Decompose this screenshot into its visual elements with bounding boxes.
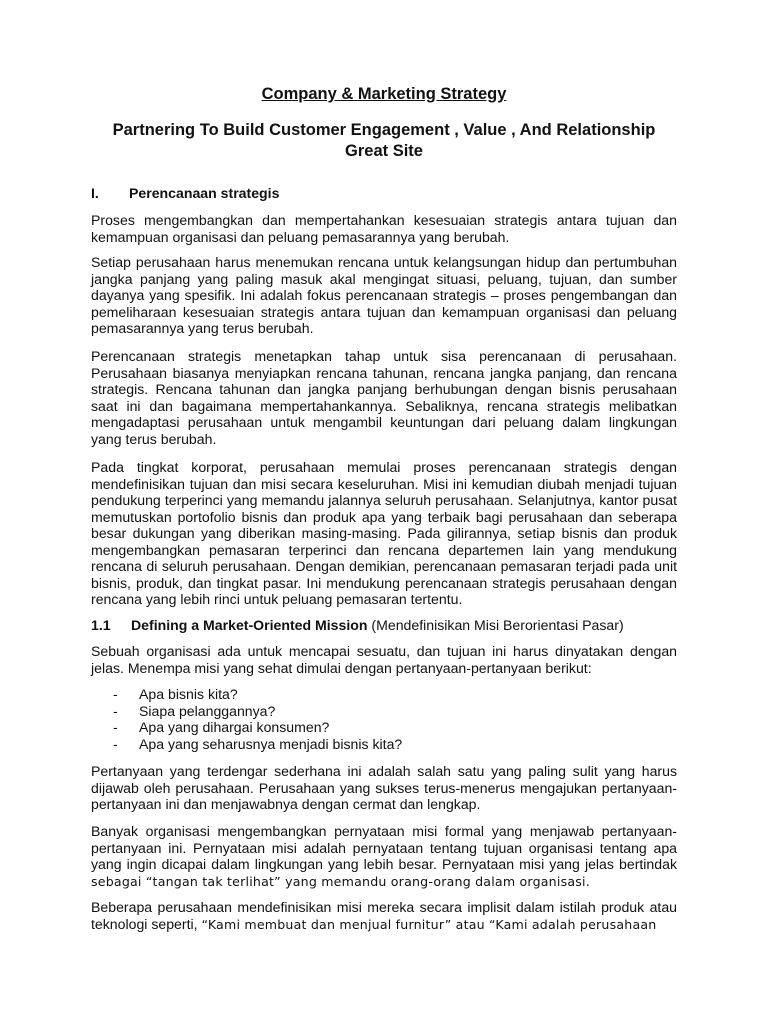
paragraph-8 <box>91 899 677 933</box>
subsection-title: Defining a Market-Oriented Mission <box>131 617 368 633</box>
paragraph-1: Proses mengembangkan dan mempertahankan kesesuaian strategis antara tujuan dan kemampuan organisasi dan peluang pemasarannya yang berubah. <box>91 212 677 245</box>
paragraph-8-main: Beberapa perusahaan mendefinisikan misi mereka secara implisit dalam istilah produk atau teknologi seperti, <box>91 899 677 932</box>
paragraph-5: Sebuah organisasi ada untuk mencapai sesuatu, dan tujuan ini harus dinyatakan dengan jelas. Menempa misi yang sehat dimulai dengan pertanyaan-pertanyaan berikut: <box>91 643 677 676</box>
paragraph-7 <box>91 823 677 890</box>
list-item: - Siapa pelanggannya? <box>113 702 276 719</box>
list-item: - Apa bisnis kita? <box>113 686 238 702</box>
list-item: - Apa yang dihargai konsumen? <box>113 719 330 735</box>
document-title: Company & Marketing Strategy <box>261 85 507 103</box>
paragraph-2: Setiap perusahaan harus menemukan rencana untuk kelangsungan hidup dan pertumbuhan jangka panjang yang paling masuk akal mengingat situasi, peluang, tujuan, dan sumber dayanya yang spesifik. Ini adalah fokus perencanaan strategis – proses pengembangan dan pemeliharaan kesesuaian strategis antara tujuan dan kemampuan organisasi dan peluang pemasarannya yang terus berubah. <box>91 254 677 336</box>
section-title: Perencanaan strategis <box>129 185 280 201</box>
paragraph-3: Perencanaan strategis menetapkan tahap untuk sisa perencanaan di perusahaan. Perusahaan biasanya menyiapkan rencana tahunan, rencana jangka panjang, dan rencana strategis. Rencana tahunan dan jangka panjang berhubungan dengan bisnis perusahaan saat ini dan bagaimana mempertahankannya. Sebaliknya, rencana strategis melibatkan mengadaptasi perusahaan untuk mengambil keuntungan dari peluang dalam lingkungan yang terus berubah. <box>91 348 677 447</box>
subsection-note: (Mendefinisikan Misi Berorientasi Pasar) <box>371 617 624 633</box>
document-subtitle: Partnering To Build Customer Engagement , Value , And Relationship Great Site <box>112 121 656 160</box>
subsection-heading <box>91 617 677 634</box>
paragraph-8-tail: “Kami membuat dan menjual furnitur” atau “Kami adalah perusahaan <box>201 916 657 932</box>
paragraph-7-tail: sebagai “tangan tak terlihat” yang memandu orang-orang dalam organisasi. <box>91 873 590 889</box>
paragraph-6: Pertanyaan yang terdengar sederhana ini adalah salah satu yang paling sulit yang harus dijawab oleh perusahaan. Perusahaan yang sukses terus-menerus mengajukan pertanyaan-pertanyaan ini dan menjawabnya dengan cermat dan lengkap. <box>91 763 677 812</box>
section-heading <box>91 185 279 202</box>
paragraph-7-main: Banyak organisasi mengembangkan pernyataan misi formal yang menjawab pertanyaan-pertanyaan ini. Pernyataan misi adalah pernyataan tentang tujuan organisasi tentang apa yang ingin dicapai dalam lingkungan yang lebih besar. Pernyataan misi yang jelas bertindak <box>91 823 677 872</box>
paragraph-4: Pada tingkat korporat, perusahaan memulai proses perencanaan strategis dengan mendefinisikan tujuan dan misi secara keseluruhan. Misi ini kemudian diubah menjadi tujuan pendukung terperinci yang memandu jalannya seluruh perusahaan. Selanjutnya, kantor pusat memutuskan portofolio bisnis dan produk apa yang terbaik bagi perusahaan dan seberapa besar dukungan yang diberikan masing-masing. Pada gilirannya, setiap bisnis dan produk mengembangkan pemasaran terperinci dan rencana departemen lain yang mendukung rencana di seluruh perusahaan. Dengan demikian, perencanaan pemasaran terjadi pada unit bisnis, produk, dan tingkat pasar. Ini mendukung perencanaan strategis perusahaan dengan rencana yang lebih rinci untuk peluang pemasaran tertentu. <box>91 459 677 607</box>
list-item: - Apa yang seharusnya menjadi bisnis kita? <box>113 735 403 752</box>
subsection-number: 1.1 <box>91 617 111 633</box>
question-list <box>113 686 402 752</box>
section-number: I. <box>91 185 99 201</box>
